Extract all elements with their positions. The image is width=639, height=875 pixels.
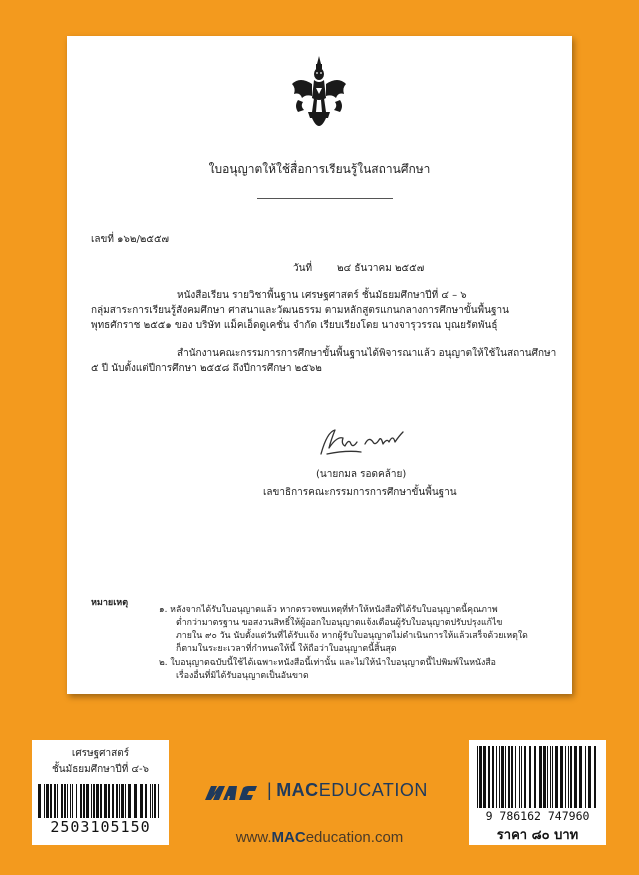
date-label: วันที่ — [293, 263, 313, 274]
signature-icon — [317, 424, 407, 460]
body-paragraph-1-line-3: พุทธศักราช ๒๕๕๑ ของ บริษัท แม็คเอ็ดดูเคชั่น จำกัด เรียบเรียงโดย นางจารุวรรณ บุณยรัตพันธุ์ — [91, 320, 498, 331]
isbn-number: 9 786162 747960 — [485, 809, 590, 823]
note-1-line-1: ๑. หลังจากได้รับใบอนุญาตแล้ว หากตรวจพบเหตุที่ทำให้หนังสือที่ได้รับใบอนุญาตนี้คุณภาพ — [159, 605, 498, 615]
signer-name: (นายกมล รอดคล้าย) — [316, 469, 407, 480]
book-subject: เศรษฐศาสตร์ — [71, 748, 130, 759]
note-1-line-2: ต่ำกว่ามาตรฐาน ขอสงวนสิทธิ์ให้ผู้ออกใบอนุญาตแจ้งเตือนผู้รับใบอนุญาตปรับปรุงแก้ไข — [176, 618, 503, 628]
website-prefix: www. — [235, 829, 272, 846]
body-paragraph-1-line-2: กลุ่มสาระการเรียนรู้สังคมศึกษา ศาสนาและวัฒนธรรม ตามหลักสูตรแกนกลางการศึกษาขั้นพื้นฐาน — [91, 305, 509, 316]
body-paragraph-1-line-1: หนังสือเรียน รายวิชาพื้นฐาน เศรษฐศาสตร์ ชั้นมัธยมศึกษาปีที่ ๔ – ๖ — [177, 290, 467, 301]
price-label: ราคา ๘๐ บาท — [496, 828, 579, 843]
book-code: 2503105150 — [50, 818, 151, 836]
signer-title: เลขาธิการคณะกรรมการการศึกษาขั้นพื้นฐาน — [263, 487, 457, 498]
wordmark-rest: EDUCATION — [318, 780, 428, 800]
publisher-wordmark: | MACEDUCATION — [267, 780, 428, 800]
book-code-barcode-icon — [38, 784, 163, 818]
note-1-line-4: ก็ตามในระยะเวลาที่กำหนดให้นี้ ให้ถือว่าใบอนุญาตนี้สิ้นสุด — [176, 644, 397, 654]
title-divider — [257, 198, 393, 199]
permit-number: เลขที่ ๑๖๒/๒๕๕๗ — [91, 234, 170, 245]
note-2-line-2: เรื่องอื่นที่มิได้รับอนุญาตเป็นอันขาด — [176, 671, 309, 681]
permit-title: ใบอนุญาตให้ใช้สื่อการเรียนรู้ในสถานศึกษา — [208, 162, 431, 176]
notes-label: หมายเหตุ — [91, 598, 129, 608]
date-value: ๒๔ ธันวาคม ๒๕๕๗ — [337, 263, 425, 274]
wordmark-bold: MAC — [276, 780, 319, 800]
garuda-emblem-icon — [290, 54, 348, 136]
website-brand: MAC — [271, 829, 306, 846]
body-paragraph-2-line-2: ๕ ปี นับตั้งแต่ปีการศึกษา ๒๕๕๘ ถึงปีการศึกษา ๒๕๖๒ — [91, 363, 322, 374]
website-suffix: education.com — [305, 829, 404, 846]
note-2-line-1: ๒. ใบอนุญาตฉบับนี้ใช้ได้เฉพาะหนังสือนี้เท่านั้น และไม่ให้นำใบอนุญาตนี้ไปพิมพ์ในหนังสือ — [159, 658, 496, 668]
book-grade: ชั้นมัธยมศึกษาปีที่ ๔-๖ — [51, 764, 150, 775]
note-1-line-3: ภายใน ๙๐ วัน นับตั้งแต่วันที่ได้รับแจ้ง หากผู้รับใบอนุญาตไม่ดำเนินการให้แล้วเสร็จด้วยเหตุใด — [176, 631, 528, 641]
permit-document — [67, 36, 572, 694]
body-paragraph-2-line-1: สำนักงานคณะกรรมการการศึกษาขั้นพื้นฐานได้พิจารณาแล้ว อนุญาตให้ใช้ในสถานศึกษา — [177, 348, 557, 359]
isbn-barcode-icon — [477, 746, 598, 808]
isbn-box — [469, 740, 606, 845]
mac-logo-mark-icon — [205, 784, 257, 800]
